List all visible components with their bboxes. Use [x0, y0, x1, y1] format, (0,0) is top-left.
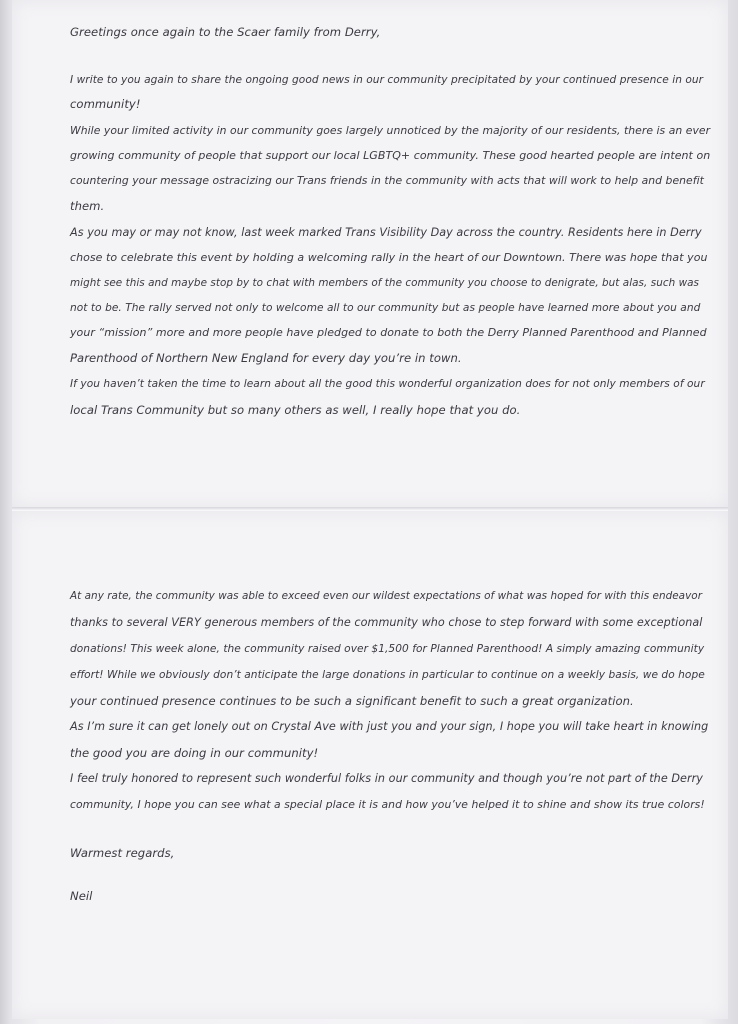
letter-body-bottom	[70, 588, 710, 918]
letter-line: not to be. The rally served not only to welcome all to our community but as people have learned more about you and	[70, 302, 701, 314]
letter-line: donations! This week alone, the community raised over $1,500 for Planned Parenthood! A simply amazing community	[70, 643, 705, 655]
letter-line: At any rate, the community was able to exceed even our wildest expectations of what was hoped for with this endeavor	[70, 590, 703, 602]
letter-line: Parenthood of Northern New England for every day you’re in town.	[70, 351, 462, 365]
salutation: Greetings once again to the Scaer family from Derry,	[70, 25, 381, 39]
letter-line: the good you are doing in our community!	[70, 746, 319, 760]
letter-line: your “mission” more and more people have pledged to donate to both the Derry Planned Parenthood and Planned	[70, 326, 707, 339]
letter-line: As I’m sure it can get lonely out on Crystal Ave with just you and your sign, I hope you will take heart in knowing	[70, 720, 709, 733]
letter-line: effort! While we obviously don’t anticipate the large donations in particular to continue on a weekly basis, we do hope	[70, 669, 705, 681]
letter-line: community, I hope you can see what a special place it is and how you’ve helped it to shine and show its true colors!	[70, 798, 705, 811]
closing: Warmest regards,	[70, 846, 175, 860]
letter-line: countering your message ostracizing our Trans friends in the community with acts that will work to help and benefit	[70, 174, 704, 187]
letter-line: might see this and maybe stop by to chat with members of the community you choose to denigrate, but alas, such was	[70, 277, 700, 289]
letter-line: chose to celebrate this event by holding a welcoming rally in the heart of our Downtown. There was hope that you	[70, 251, 708, 264]
letter-line: As you may or may not know, last week marked Trans Visibility Day across the country. Residents here in Derry	[70, 226, 702, 239]
signature: Neil	[70, 889, 93, 903]
letter-line: community!	[70, 97, 141, 111]
letter-line: your continued presence continues to be such a significant benefit to such a great organization.	[70, 694, 634, 708]
letter-line: I feel truly honored to represent such wonderful folks in our community and though you’re not part of the Derry	[70, 772, 703, 785]
letter-line: thanks to several VERY generous members of the community who chose to step forward with some exceptional	[70, 616, 703, 629]
letter-line: I write to you again to share the ongoing good news in our community precipitated by your continued presence in our	[70, 74, 704, 86]
letter-line: While your limited activity in our community goes largely unnoticed by the majority of our residents, there is an ever	[70, 124, 711, 137]
letter-line: If you haven’t taken the time to learn about all the good this wonderful organization does for not only members of our	[70, 378, 705, 390]
letter-body-top	[70, 24, 710, 464]
paper-fold-line	[12, 507, 728, 511]
letter-line: them.	[70, 199, 105, 213]
letter-line: growing community of people that support our local LGBTQ+ community. These good hearted people are intent on	[70, 149, 711, 162]
letter-line: local Trans Community but so many others as well, I really hope that you do.	[70, 403, 521, 417]
